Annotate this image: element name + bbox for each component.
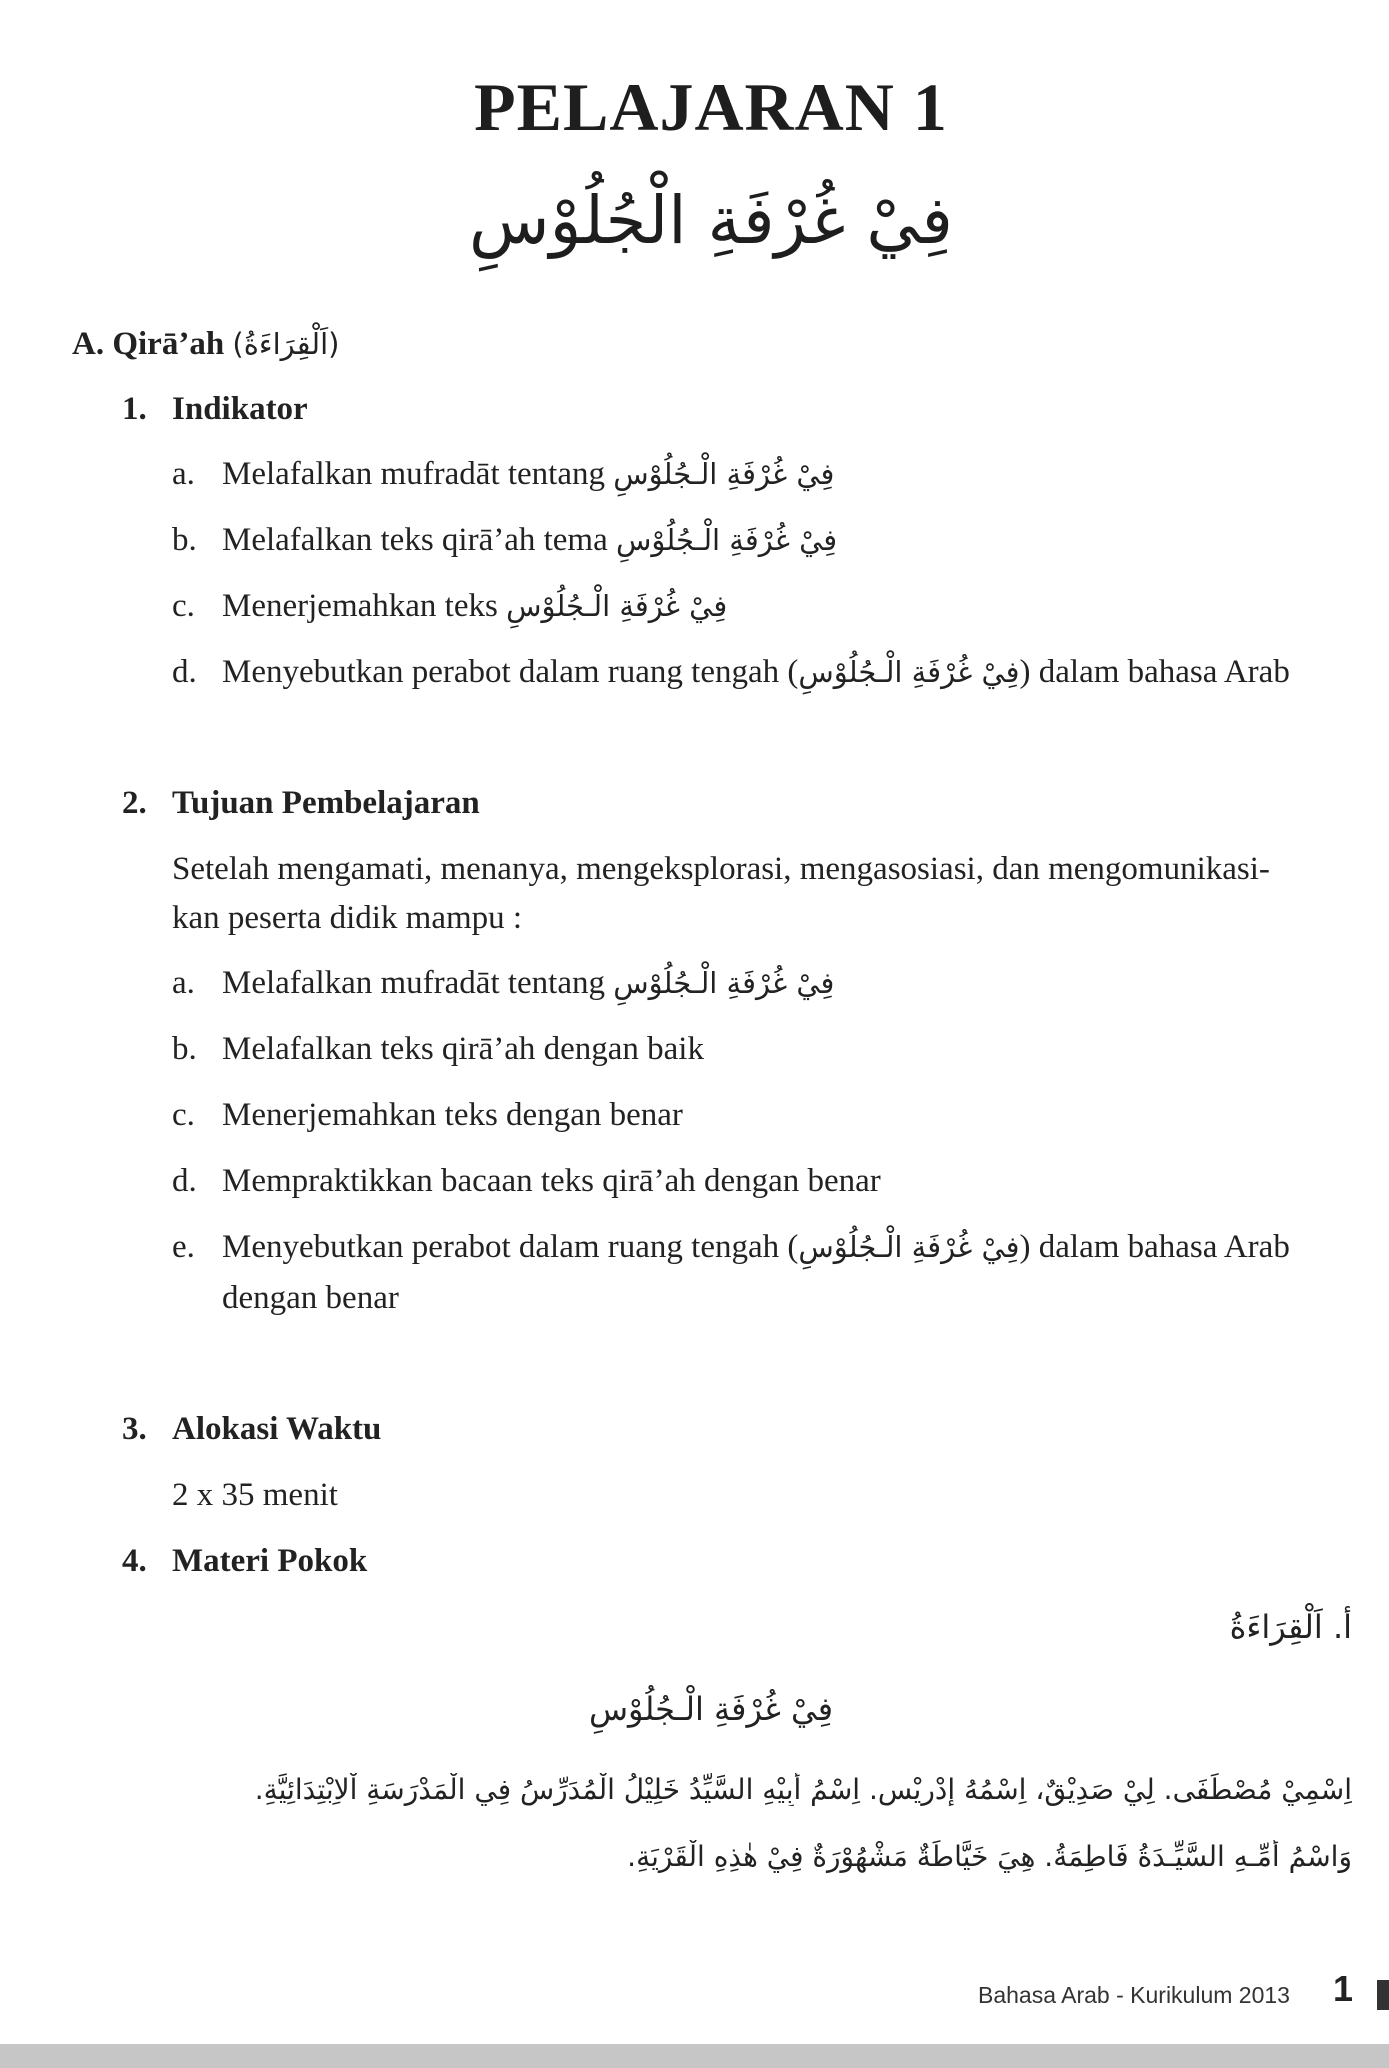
bottom-band (0, 2044, 1389, 2068)
item-text: Menyebutkan perabot dalam ruang tengah ( (222, 1229, 799, 1265)
item-letter: c. (172, 1097, 195, 1133)
alokasi-heading (122, 1411, 381, 1448)
materi-title: Materi Pokok (172, 1543, 368, 1579)
item-letter: d. (172, 654, 197, 690)
section-a-arabic: (اَلْقِرَاءَةُ) (232, 327, 340, 361)
item-text: Melafalkan teks qirā’ah tema (222, 522, 608, 558)
list-item (172, 1031, 704, 1068)
list-item (172, 965, 834, 1002)
reading-title: فِيْ غُرْفَةِ الْـجُلُوْسِ (588, 1690, 833, 1728)
item-arabic: فِيْ غُرْفَةِ الْـجُلُوْسِ (613, 966, 835, 1000)
item-text: Menerjemahkan teks dengan benar (222, 1097, 683, 1133)
section-a-title: Qirā’ah (112, 326, 225, 362)
alokasi-title: Alokasi Waktu (172, 1411, 382, 1447)
list-item (172, 522, 837, 559)
tujuan-intro-line1: Setelah mengamati, menanya, mengeksplorasi, mengasosiasi, dan mengomunikasi- (172, 851, 1270, 887)
item-arabic: فِيْ غُرْفَةِ الْـجُلُوْسِ (506, 589, 728, 623)
item-text: Menerjemahkan teks (222, 588, 498, 624)
alokasi-num: 3. (122, 1411, 147, 1447)
footer-book-title: Bahasa Arab - Kurikulum 2013 (978, 1982, 1290, 2008)
materi-heading (122, 1543, 367, 1580)
item-text: Melafalkan mufradāt tentang (222, 965, 605, 1001)
page-tab-marker (1377, 1980, 1389, 2010)
list-item (172, 588, 727, 625)
item-letter: a. (172, 965, 195, 1001)
indikator-num: 1. (122, 391, 147, 427)
item-suffix: ) dalam bahasa Arab (1019, 654, 1290, 690)
materi-num: 4. (122, 1543, 147, 1579)
item-letter: d. (172, 1163, 197, 1199)
item-letter: e. (172, 1229, 195, 1265)
section-a-label: A. (72, 326, 105, 362)
item-text: Menyebutkan perabot dalam ruang tengah ( (222, 654, 799, 690)
indikator-title: Indikator (172, 391, 308, 427)
item-text: Melafalkan mufradāt tentang (222, 456, 605, 492)
tujuan-title: Tujuan Pembelajaran (172, 785, 480, 821)
item-text: Mempraktikkan bacaan teks qirā’ah dengan benar (222, 1163, 881, 1199)
list-item (172, 1097, 683, 1134)
item-arabic: فِيْ غُرْفَةِ الْـجُلُوْسِ (616, 523, 838, 557)
tujuan-intro-line2: kan peserta didik mampu : (172, 900, 523, 936)
item-continuation: dengan benar (222, 1280, 399, 1316)
reading-line-1: اِسْمِيْ مُصْطَفَى. لِيْ صَدِيْقٌ، اِسْمُهُ إِدْرِيْس. اِسْمُ أَبِيْهِ السَّيِّدُ خَلِيْلُ الْمُدَرِّسُ فِي الْمَدْرَسَةِ اْلاِبْتِدَائِيَّةِ. (254, 1773, 1352, 1806)
list-item (172, 456, 834, 493)
item-letter: b. (172, 522, 197, 558)
tujuan-num: 2. (122, 785, 147, 821)
item-arabic: فِيْ غُرْفَةِ الْـجُلُوْسِ (613, 457, 835, 491)
reading-line-2: وَاسْمُ أُمِّـهِ السَّيِّـدَةُ فَاطِمَةُ. هِيَ خَيَّاطَةٌ مَشْهُوْرَةٌ فِيْ هٰذِهِ الْقَرْيَةِ. (627, 1840, 1352, 1873)
item-letter: a. (172, 456, 195, 492)
indikator-heading (122, 391, 308, 428)
alokasi-value: 2 x 35 menit (172, 1477, 338, 1513)
list-item (172, 1163, 881, 1200)
item-arabic: فِيْ غُرْفَةِ الْـجُلُوْسِ (798, 1230, 1020, 1264)
item-arabic: فِيْ غُرْفَةِ الْـجُلُوْسِ (798, 655, 1020, 689)
tujuan-heading (122, 785, 480, 822)
section-a-heading (72, 326, 340, 363)
arabic-title: فِيْ غُرْفَةِ الْجُلُوْسِ (469, 182, 953, 259)
materi-subheading: أ. اَلْقِرَاءَةُ (1229, 1608, 1352, 1646)
page-title: PELAJARAN 1 (474, 69, 948, 145)
item-letter: b. (172, 1031, 197, 1067)
list-item (172, 1229, 1290, 1266)
item-text: Melafalkan teks qirā’ah dengan baik (222, 1031, 704, 1067)
list-item (172, 654, 1290, 691)
item-suffix: ) dalam bahasa Arab (1019, 1229, 1290, 1265)
item-letter: c. (172, 588, 195, 624)
page-number: 1 (1333, 1968, 1354, 2009)
